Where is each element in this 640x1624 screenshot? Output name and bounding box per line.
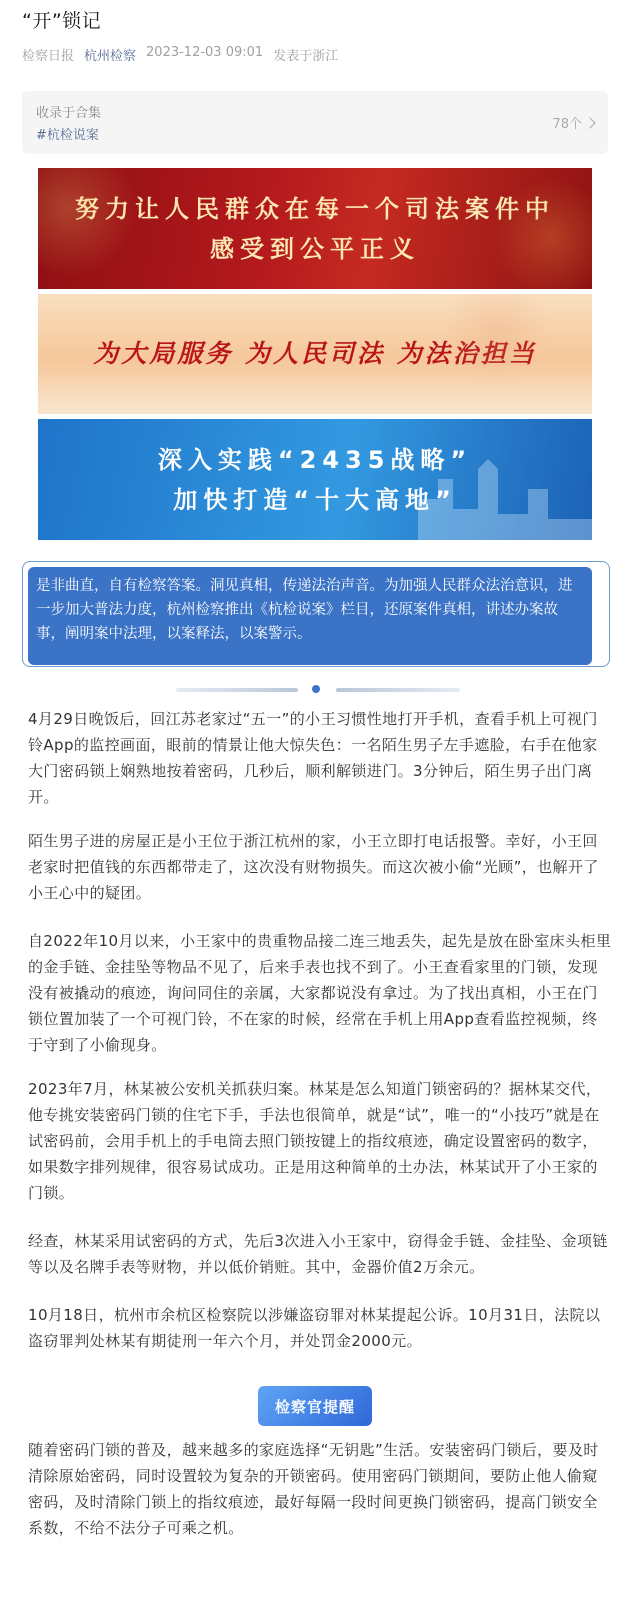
author-link[interactable]: 杭州检察 <box>84 49 137 64</box>
banner-line: 为大局服务 为人民司法 为法治担当 <box>93 339 537 368</box>
paragraph: 自2022年10月以来，小王家中的贵重物品接二连三地丢失，起先是放在卧室床头柜里的金手链、金挂坠等物品不见了，后来手表也找不到了。小王查看家里的门锁，发现没有被撬动的痕迹，询问同住的亲属，大家都说没有拿过。为了找出真相，小王在门锁位置加装了一个可视门铃，不在家的时候，经常在手机上用App查看监控视频，终于守到了小偷现身。 <box>28 932 612 1054</box>
paragraph: 10月18日，杭州市余杭区检察院以涉嫌盗窃罪对林某提起公诉。10月31日，法院以盗窃罪判处林某有期徒刑一年六个月，并处罚金2000元。 <box>28 1306 601 1350</box>
paragraph: 经查，林某采用试密码的方式，先后3次进入小王家中，窃得金手链、金挂坠、金项链等以及名牌手表等财物，并以低价销赃。其中，金器价值2万余元。 <box>28 1232 608 1276</box>
banner-justice <box>38 168 592 289</box>
section-divider <box>0 684 640 696</box>
intro-box: 是非曲直，自有检察答案。洞见真相，传递法治声音。为加强人民群众法治意识，进一步加大普法力度，杭州检察推出《杭检说案》栏目，还原案件真相，讲述办案故事，阐明案中法理，以案释法，以案警示。 <box>28 567 592 665</box>
divider-bar-right <box>336 688 460 692</box>
banner-service <box>38 294 592 414</box>
prosecutor-reminder-badge: 检察官提醒 <box>258 1386 372 1426</box>
collection-count[interactable] <box>552 113 594 132</box>
paragraph: 4月29日晚饭后，回江苏老家过“五一”的小王习惯性地打开手机，查看手机上可视门铃App的监控画面，眼前的情景让他大惊失色：一名陌生男子左手遮脸，右手在他家大门密码锁上娴熟地按着密码，几秒后，顺利解锁进门。3分钟后，陌生男子出门离开。 <box>28 710 598 806</box>
banner-line: 感受到公平正义 <box>210 234 420 263</box>
article-meta <box>22 45 338 64</box>
divider-bar-left <box>176 688 298 692</box>
banner-line: 努力让人民群众在每一个司法案件中 <box>75 194 555 223</box>
collection-count-text: 78个 <box>552 117 582 132</box>
collection-label: 收录于合集 <box>36 106 102 121</box>
paragraph: 随着密码门锁的普及，越来越多的家庭选择“无钥匙”生活。安装密码门锁后，要及时清除原始密码，同时设置较为复杂的开锁密码。使用密码门锁期间，要防止他人偷窥密码，及时清除门锁上的指纹痕迹，最好每隔一段时间更换门锁密码，提高门锁安全系数，不给不法分子可乘之机。 <box>28 1441 599 1537</box>
article-title: “开”锁记 <box>22 10 102 32</box>
collection-tag[interactable]: #杭检说案 <box>36 128 99 143</box>
paragraph: 陌生男子进的房屋正是小王位于浙江杭州的家，小王立即打电话报警。幸好，小王回老家时把值钱的东西都带走了，这次没有财物损失。而这次被小偷“光顾”，也解开了小王心中的疑团。 <box>28 832 599 902</box>
banner-line: 加快打造“十大高地” <box>173 485 457 514</box>
publish-time: 2023-12-03 09:01 <box>146 45 264 60</box>
chevron-right-icon <box>584 117 595 128</box>
source-label: 检察日报 <box>22 49 75 64</box>
publish-location: 发表于浙江 <box>273 49 339 64</box>
banner-glow-decoration <box>38 168 138 278</box>
banner-line: 深入实践“2435战略” <box>157 445 473 474</box>
banner-strategy <box>38 419 592 540</box>
paragraph: 2023年7月，林某被公安机关抓获归案。林某是怎么知道门锁密码的？据林某交代，他专挑安装密码门锁的住宅下手，手法也很简单，就是“试”，唯一的“小技巧”就是在试密码前，会用手机上的手电筒去照门锁按键上的指纹痕迹，确定设置密码的数字，如果数字排列规律，很容易试成功。正是用这种简单的土办法，林某试开了小王家的门锁。 <box>28 1080 602 1202</box>
divider-dot <box>312 685 320 693</box>
collection-card[interactable] <box>22 91 608 154</box>
